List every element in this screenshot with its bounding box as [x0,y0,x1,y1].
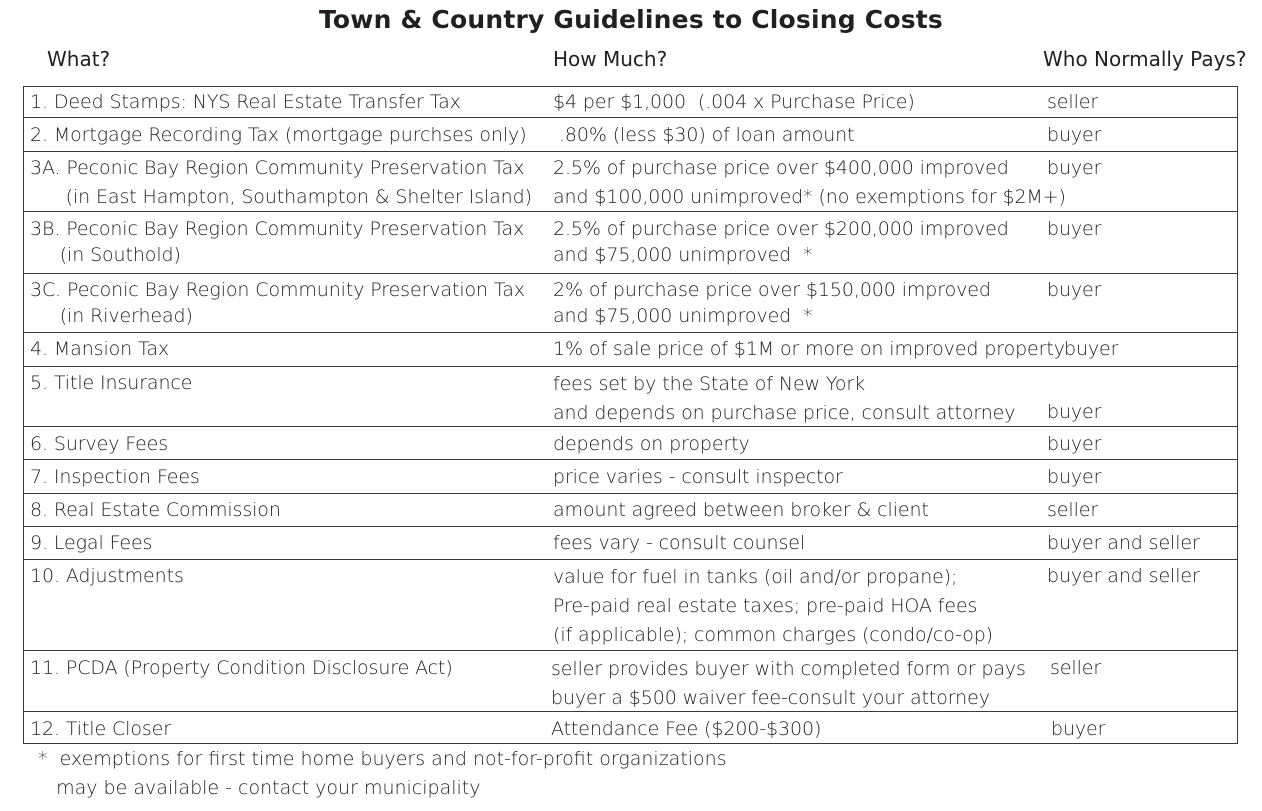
what-cell: 8. Real Estate Commission [30,499,281,521]
who-pays-cell: buyer [1047,279,1102,301]
table-row [24,651,1237,712]
who-pays-cell: buyer [1051,718,1106,740]
column-header-how-much: How Much? [553,47,668,71]
who-pays-cell: buyer [1047,433,1102,455]
column-header-who-pays: Who Normally Pays? [1043,47,1247,71]
how-much-cell: Attendance Fee ($200-$300) [551,718,822,740]
how-much-cell: fees vary - consult counsel [553,532,806,554]
who-pays-cell: buyer [1064,338,1119,360]
how-much-cell: 2% of purchase price over $150,000 improved and $75,000 unimproved * [553,279,991,327]
table-row [24,494,1237,527]
what-cell: 12. Title Closer [30,718,171,740]
how-much-cell: 1% of sale price of $1M or more on improved property [553,338,1065,360]
what-cell: 10. Adjustments [30,565,184,587]
who-pays-cell: buyer and seller [1047,565,1200,587]
table-row [24,427,1237,460]
table-row [24,460,1237,494]
how-much-cell: seller provides buyer with completed form or pays buyer a $500 waiver fee-consult your attorney [551,658,1026,709]
table-row [24,527,1237,560]
how-much-cell: value for fuel in tanks (oil and/or propane); Pre-paid real estate taxes; pre-paid HOA fees (if applicable); common charges (condo/co-op) [553,566,993,646]
what-cell: 1. Deed Stamps: NYS Real Estate Transfer Tax [30,91,461,113]
who-pays-cell: buyer [1047,124,1102,146]
what-cell: 3B. Peconic Bay Region Community Preservation Tax (in Southold) [30,218,525,266]
who-pays-cell: seller [1047,499,1099,521]
how-much-cell: price varies - consult inspector [553,466,843,488]
table-row [24,212,1237,274]
who-pays-cell: seller [1047,91,1099,113]
column-header-what: What? [47,47,111,71]
what-cell: 5. Title Insurance [30,372,193,394]
table-row [24,274,1237,333]
table-row [24,333,1237,367]
who-pays-cell: buyer [1047,157,1102,179]
how-much-cell: .80% (less $30) of loan amount [553,124,855,146]
what-cell: 3A. Peconic Bay Region Community Preservation Tax (in East Hampton, Southampton & Shelter Island) [30,157,532,208]
who-pays-cell: buyer and seller [1047,532,1200,554]
table-row [24,712,1237,744]
who-pays-cell: buyer [1047,466,1102,488]
footnote: * exemptions for first time home buyers and not-for-profit organizations may be available - contact your municipality [38,748,727,799]
table-row [24,560,1237,651]
how-much-cell: fees set by the State of New York and depends on purchase price, consult attorney [553,373,1016,424]
how-much-cell: 2.5% of purchase price over $200,000 improved and $75,000 unimproved * [553,218,1009,266]
what-cell: 3C. Peconic Bay Region Community Preservation Tax (in Riverhead) [30,279,525,327]
closing-costs-table [23,86,1238,744]
table-row [24,87,1237,118]
what-cell: 9. Legal Fees [30,532,153,554]
table-row [24,118,1237,152]
how-much-cell: depends on property [553,433,750,455]
who-pays-cell: seller [1050,657,1102,679]
who-pays-cell: buyer [1047,218,1102,240]
how-much-cell: 2.5% of purchase price over $400,000 improved and $100,000 unimproved* (no exemptions for $2M+) [553,157,1066,208]
what-cell: 2. Mortgage Recording Tax (mortgage purchses only) [30,124,527,146]
how-much-cell: amount agreed between broker & client [553,499,929,521]
page-title: Town & Country Guidelines to Closing Costs [318,5,944,34]
table-row [24,152,1237,212]
table-row [24,367,1237,427]
what-cell: 11. PCDA (Property Condition Disclosure Act) [30,657,453,679]
what-cell: 6. Survey Fees [30,433,169,455]
what-cell: 7. Inspection Fees [30,466,200,488]
who-pays-cell: buyer [1047,401,1102,423]
how-much-cell: $4 per $1,000 (.004 x Purchase Price) [553,91,915,113]
what-cell: 4. Mansion Tax [30,338,170,360]
